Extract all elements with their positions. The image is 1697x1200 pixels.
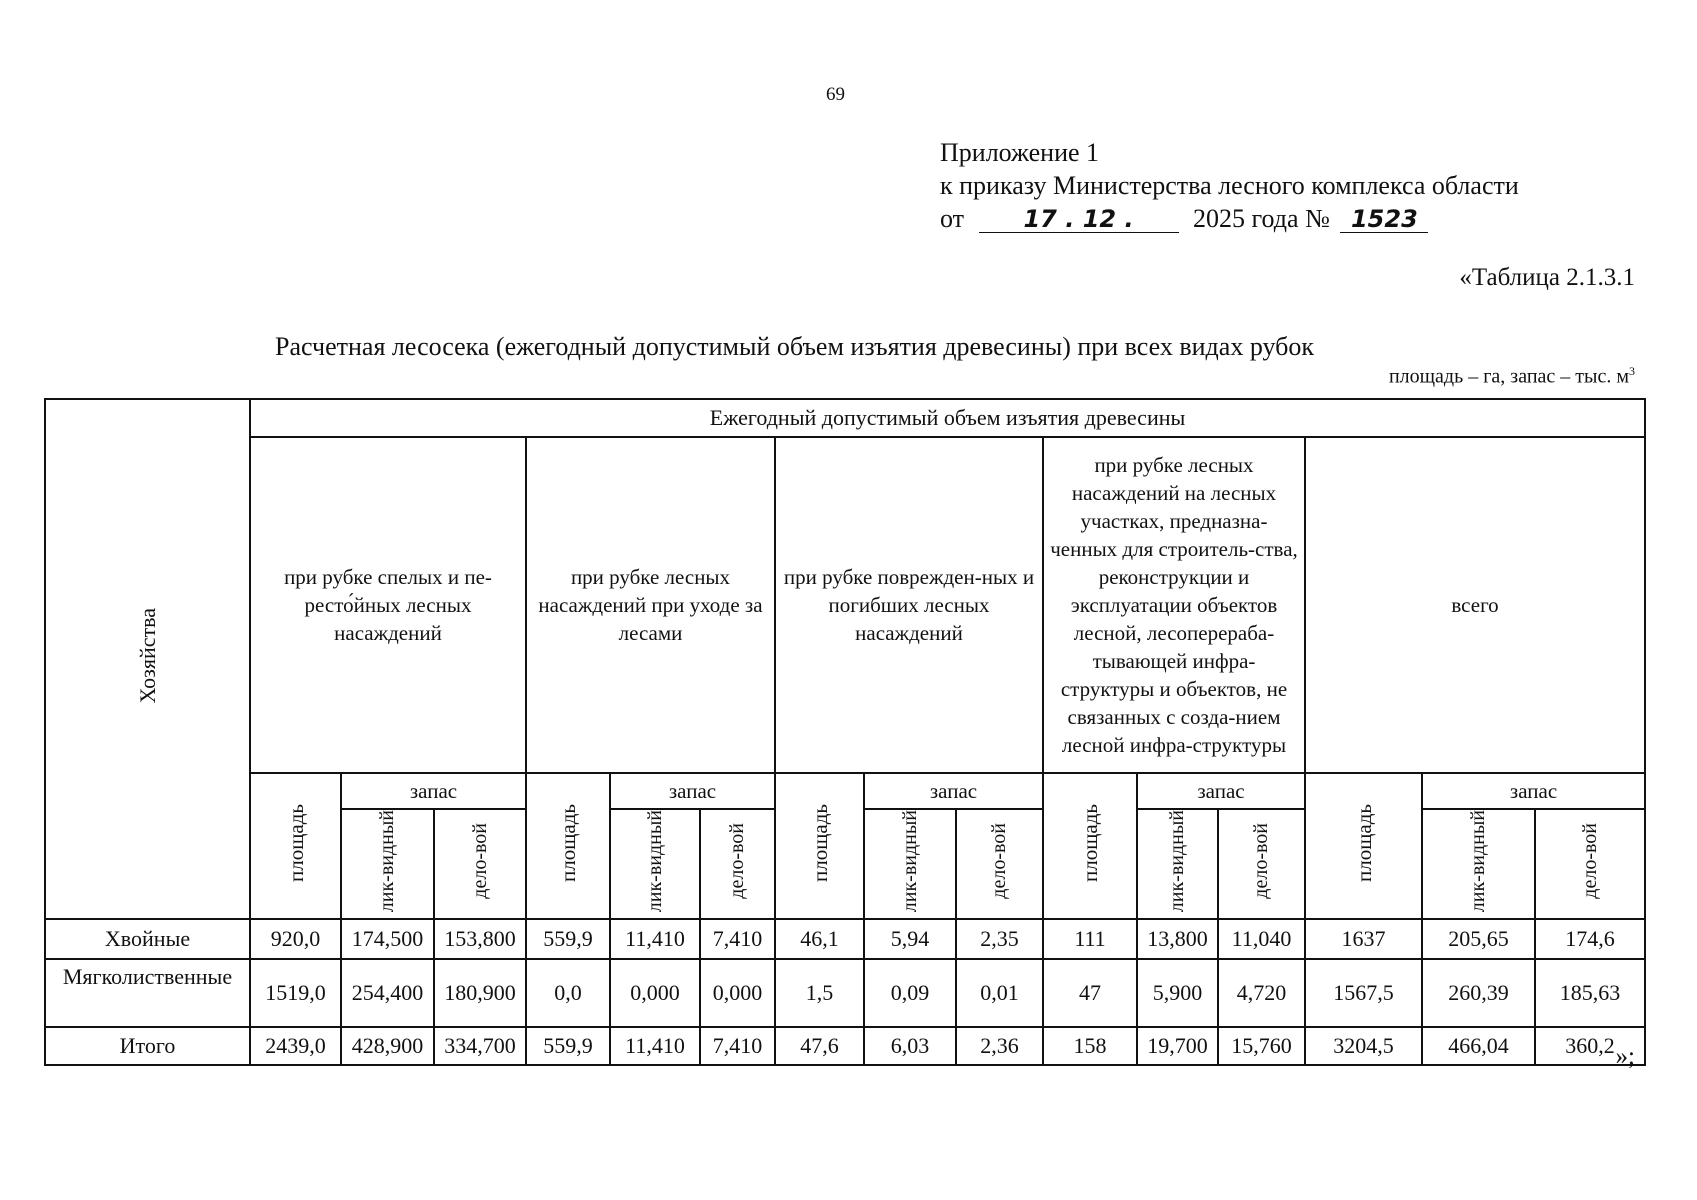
table-cell: 47,6: [775, 1027, 864, 1065]
stock-header: запас: [341, 773, 526, 809]
table-cell: 920,0: [250, 919, 341, 959]
table-cell: 0,09: [864, 959, 956, 1027]
table-cell: 0,000: [610, 959, 700, 1027]
logging-table: [44, 398, 1646, 1066]
closing-quote: »;: [1615, 1043, 1635, 1070]
table-cell: 47: [1043, 959, 1137, 1027]
table-cell: 158: [1043, 1027, 1137, 1065]
table-cell: 1637: [1305, 919, 1422, 959]
table-cell: 46,1: [775, 919, 864, 959]
stock-header: запас: [864, 773, 1043, 809]
group-header-total: всего: [1305, 437, 1645, 773]
handwritten-date: 17 . 12 .: [979, 206, 1179, 233]
table-cell: 254,400: [341, 959, 434, 1027]
table-cell: 7,410: [700, 1027, 775, 1065]
appendix-line-1: Приложение 1: [940, 138, 1100, 167]
table-cell: 0,01: [956, 959, 1043, 1027]
table-cell: 180,900: [434, 959, 526, 1027]
units-text: площадь – га, запас – тыс. м: [1388, 365, 1629, 388]
stock-header: запас: [1137, 773, 1305, 809]
liquid-header: лик-видный: [341, 809, 434, 919]
table-cell: 174,500: [341, 919, 434, 959]
liquid-header: лик-видный: [1137, 809, 1218, 919]
area-header: площадь: [1305, 773, 1422, 919]
business-header: дело-вой: [1218, 809, 1305, 919]
handwritten-number: 1523: [1340, 206, 1428, 233]
table-row: [45, 919, 1645, 959]
table-cell: 2,35: [956, 919, 1043, 959]
liquid-header: лик-видный: [1422, 809, 1535, 919]
table-cell: 7,410: [700, 919, 775, 959]
group-header-construction: при рубке лесных насаждений на лесных участках, предназна-ченных для строитель-ства, реконструкции и эксплуатации объектов лесной, лесоперераба-тывающей инфра-структуры и объектов, не связанных с созда-нием лесной инфра-структуры: [1043, 437, 1305, 773]
liquid-header: лик-видный: [864, 809, 956, 919]
table-reference: «Таблица 2.1.3.1: [1459, 264, 1635, 291]
table-cell: 1519,0: [250, 959, 341, 1027]
table-cell: 0,0: [526, 959, 610, 1027]
table-cell: 260,39: [1422, 959, 1535, 1027]
group-header-care: при рубке лесных насаждений при уходе за лесами: [526, 437, 775, 773]
business-header: дело-вой: [956, 809, 1043, 919]
liquid-header: лик-видный: [610, 809, 700, 919]
table-cell: 185,63: [1535, 959, 1645, 1027]
row-label: Мягколиственные: [45, 959, 250, 1027]
area-header: площадь: [250, 773, 341, 919]
table-cell: 1,5: [775, 959, 864, 1027]
table-cell: 111: [1043, 919, 1137, 959]
group-header-mature: при рубке спелых и пе-ресто́йных лесных насаждений: [250, 437, 526, 773]
top-header: Ежегодный допустимый объем изъятия древесины: [250, 399, 1645, 437]
stock-header: запас: [1422, 773, 1645, 809]
table-cell: 559,9: [526, 919, 610, 959]
table-cell: 428,900: [341, 1027, 434, 1065]
table-cell: 174,6: [1535, 919, 1645, 959]
table-cell: 559,9: [526, 1027, 610, 1065]
table-cell: 0,000: [700, 959, 775, 1027]
appendix-header: [940, 136, 1519, 235]
appendix-line-2: к приказу Министерства лесного комплекса области: [940, 171, 1519, 200]
table-cell: 205,65: [1422, 919, 1535, 959]
area-header: площадь: [526, 773, 610, 919]
table-title: Расчетная лесосека (ежегодный допустимый объем изъятия древесины) при всех видах рубок: [275, 332, 1314, 361]
table-cell: 15,760: [1218, 1027, 1305, 1065]
table-cell: 11,410: [610, 919, 700, 959]
year-text: 2025 года №: [1193, 204, 1330, 233]
table-row: [45, 959, 1645, 1027]
area-header: площадь: [1043, 773, 1137, 919]
business-header: дело-вой: [434, 809, 526, 919]
table-cell: 3204,5: [1305, 1027, 1422, 1065]
table-cell: 19,700: [1137, 1027, 1218, 1065]
table-row: [45, 1027, 1645, 1065]
group-header-damaged: при рубке поврежден-ных и погибших лесных насаждений: [775, 437, 1043, 773]
table-cell: 1567,5: [1305, 959, 1422, 1027]
table-cell: 11,040: [1218, 919, 1305, 959]
table-cell: 13,800: [1137, 919, 1218, 959]
area-header: площадь: [775, 773, 864, 919]
page-number: 69: [826, 84, 845, 105]
table-cell: 153,800: [434, 919, 526, 959]
table-cell: 11,410: [610, 1027, 700, 1065]
business-header: дело-вой: [1535, 809, 1645, 919]
row-label: Хвойные: [45, 919, 250, 959]
table-cell: 360,2: [1535, 1027, 1645, 1065]
from-label: от: [940, 204, 965, 233]
units-superscript: 3: [1629, 364, 1635, 378]
farm-header-label: Хозяйства: [134, 608, 160, 704]
table-cell: 466,04: [1422, 1027, 1535, 1065]
table-cell: 2,36: [956, 1027, 1043, 1065]
table-cell: 5,94: [864, 919, 956, 959]
units-note: [1389, 364, 1635, 389]
row-label: Итого: [45, 1027, 250, 1065]
table-cell: 6,03: [864, 1027, 956, 1065]
table-cell: 2439,0: [250, 1027, 341, 1065]
farm-header: [45, 399, 250, 919]
table-cell: 334,700: [434, 1027, 526, 1065]
business-header: дело-вой: [700, 809, 775, 919]
stock-header: запас: [610, 773, 775, 809]
appendix-line-3: [940, 202, 1519, 235]
table-cell: 5,900: [1137, 959, 1218, 1027]
table-cell: 4,720: [1218, 959, 1305, 1027]
